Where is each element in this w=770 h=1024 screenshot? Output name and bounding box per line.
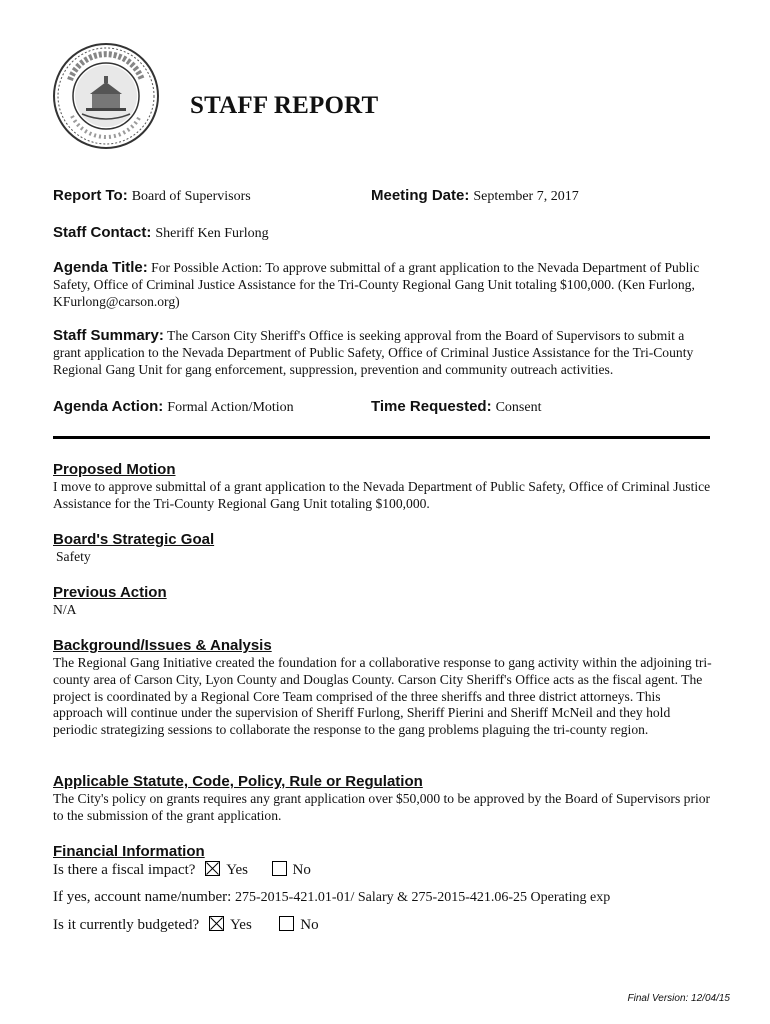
- staff-contact-label: Staff Contact:: [53, 224, 152, 241]
- agenda-action-row: [53, 398, 294, 416]
- fiscal-impact-question: Is there a fiscal impact?: [53, 862, 196, 878]
- budgeted-question: Is it currently budgeted?: [53, 917, 200, 933]
- previous-action-text: N/A: [53, 602, 77, 617]
- meeting-date-value: September 7, 2017: [473, 189, 579, 204]
- previous-action-heading: Previous Action: [53, 584, 167, 601]
- fiscal-impact-yes-checkbox[interactable]: [205, 861, 220, 876]
- fiscal-impact-row: [53, 861, 311, 879]
- city-seal: [52, 42, 160, 150]
- financial-heading: Financial Information: [53, 843, 205, 860]
- budgeted-no-label: No: [300, 917, 319, 933]
- budgeted-row: [53, 916, 319, 934]
- fiscal-impact-no-checkbox[interactable]: [272, 861, 287, 876]
- budgeted-no-checkbox[interactable]: [279, 916, 294, 931]
- meeting-date-label: Meeting Date:: [371, 187, 470, 204]
- account-row: [53, 889, 610, 906]
- proposed-motion-heading: Proposed Motion: [53, 461, 176, 478]
- staff-contact-value: Sheriff Ken Furlong: [155, 226, 269, 241]
- budgeted-yes-label: Yes: [229, 917, 252, 933]
- staff-contact-row: [53, 224, 269, 242]
- page-title: STAFF REPORT: [190, 92, 379, 119]
- carson-city-seal-icon: [52, 42, 160, 150]
- staff-summary-value: The Carson City Sheriff's Office is seeking approval from the Board of Supervisors to submit a grant application to the Nevada Department of Public Safety, Office of Criminal Justice Assistance for the Tri-County Regional Gang Unit for gang enforcement, suppression, prevention and community outreach activities.: [53, 328, 694, 377]
- agenda-title-label: Agenda Title:: [53, 259, 148, 276]
- time-requested-value: Consent: [495, 400, 542, 415]
- proposed-motion-text: I move to approve submittal of a grant application to the Nevada Department of Public Safety, Office of Criminal Justice Assistance for the Tri-County Regional Gang Unit totaling $100,000.: [53, 479, 711, 511]
- statute-text: The City's policy on grants requires any grant application over $50,000 to be approved by the Board of Supervisors prior to the submission of the grant application.: [53, 791, 711, 823]
- footer-version: Final Version: 12/04/15: [627, 993, 730, 1004]
- background-heading: Background/Issues & Analysis: [53, 637, 272, 654]
- strategic-goal-text: Safety: [56, 549, 91, 564]
- staff-summary-label: Staff Summary:: [53, 327, 164, 344]
- budgeted-yes-checkbox[interactable]: [209, 916, 224, 931]
- agenda-title: [53, 260, 713, 310]
- meeting-date-row: [371, 187, 579, 205]
- time-requested-label: Time Requested:: [371, 398, 492, 415]
- agenda-title-value: For Possible Action: To approve submittal of a grant application to the Nevada Department of Public Safety, Office of Criminal Justice Assistance for the Tri-County Regional Gang Unit totaling $100,000. (Ken Furlong, KFurlong@carson.org): [53, 260, 700, 309]
- fiscal-impact-yes-label: Yes: [226, 862, 249, 878]
- account-value: 275-2015-421.01-01/ Salary & 275-2015-421.06-25 Operating exp: [235, 890, 611, 905]
- section-divider: [53, 436, 710, 439]
- report-to-label: Report To:: [53, 187, 128, 204]
- staff-summary: [53, 328, 713, 378]
- strategic-goal-heading: Board's Strategic Goal: [53, 531, 215, 548]
- background-text: The Regional Gang Initiative created the foundation for a collaborative response to gang activity within the adjoining tri-county area of Carson City, Lyon County and Douglas County. Carson City Sheriff's Office acts as the fiscal agent. The project is coordinated by a Regional Core Team comprised of the three sheriffs and three district attorneys. This approach will continue under the supervision of Sheriff Furlong, Sheriff Pierini and Sheriff McNeil and they hold periodic strategizing sessions to collaborate the response to the gang problems plaguing the tri-county region.: [53, 655, 712, 738]
- account-label: If yes, account name/number:: [53, 889, 232, 905]
- agenda-action-label: Agenda Action:: [53, 398, 164, 415]
- report-to-value: Board of Supervisors: [131, 189, 251, 204]
- fiscal-impact-no-label: No: [292, 862, 311, 878]
- statute-heading: Applicable Statute, Code, Policy, Rule or Regulation: [53, 773, 423, 790]
- agenda-action-value: Formal Action/Motion: [167, 400, 294, 415]
- time-requested-row: [371, 398, 541, 416]
- report-to-row: [53, 187, 251, 205]
